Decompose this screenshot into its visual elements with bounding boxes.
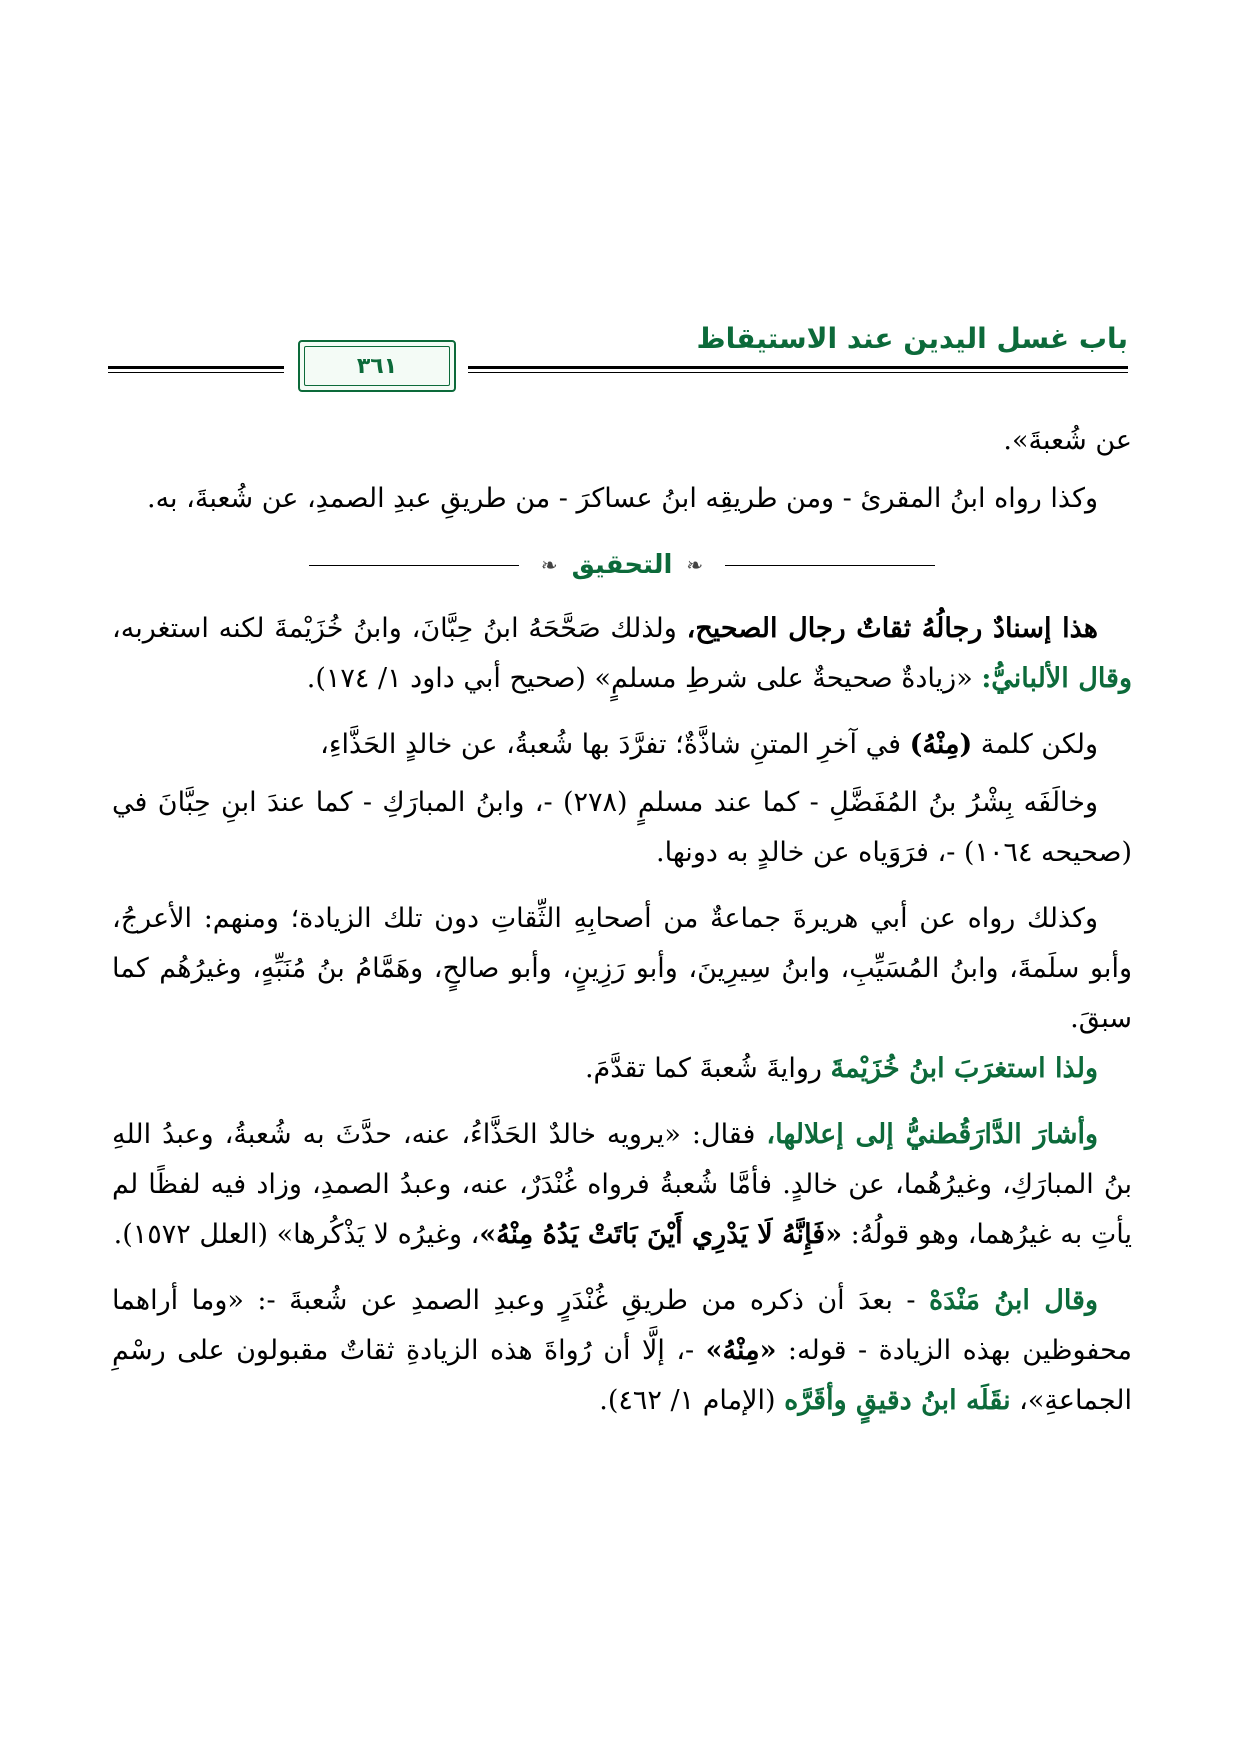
chapter-title: باب غسل اليدين عند الاستيقاظ xyxy=(696,322,1128,355)
paragraph xyxy=(112,1110,1132,1260)
page-number: ٣٦١ xyxy=(356,353,398,379)
text: «زيادةٌ صحيحةٌ على شرطِ مسلمٍ» (صحيح أبي داود ١/ ١٧٤). xyxy=(306,663,982,694)
paragraph: وكذلك رواه عن أبي هريرةَ جماعةٌ من أصحابِهِ الثِّقاتِ دون تلك الزيادة؛ ومنهم: الأعرجُ، وأبو سلَمةَ، وابنُ المُسَيِّبِ، وابنُ سِيرِينَ، وأبو رَزِينٍ، وأبو صالحٍ، وهَمَّامُ بنُ مُنَبِّهٍ، وغيرُهُم كما سبقَ. xyxy=(112,903,1132,1034)
text: روايةَ شُعبةَ كما تقدَّمَ. xyxy=(584,1053,831,1084)
highlight-text: ولذا استغرَبَ ابنُ خُزَيْمةَ xyxy=(830,1053,1098,1084)
paragraph: وكذا رواه ابنُ المقرئ - ومن طريقِه ابنُ عساكرَ - من طريقِ عبدِ الصمدِ، عن شُعبةَ، به. xyxy=(146,483,1098,514)
bold-text: «مِنْهُ» xyxy=(705,1335,777,1366)
highlight-text: وقال الألبانيُّ: xyxy=(981,663,1132,694)
highlight-text: وأشارَ الدَّارَقُطنيُّ إلى إعلالها، xyxy=(766,1119,1098,1150)
text: ولكن كلمة xyxy=(972,729,1098,760)
header-rule-right xyxy=(468,366,1128,373)
text: في آخرِ المتنِ شاذَّةٌ؛ تفرَّدَ بها شُعبةُ، عن خالدٍ الحَذَّاءِ، xyxy=(320,729,910,760)
paragraph xyxy=(112,720,1132,770)
text: فقال: «يرويه خالدٌ الحَذَّاءُ، عنه، حدَّثَ به شُعبةُ، وعبدُ اللهِ بنُ المبارَكِ، وغيرُهُما، عن خالدٍ. فأمَّا شُعبةُ فرواه غُنْدَرٌ، عنه، وعبدُ الصمدِ، وزاد فيه لفظًا لم يأتِ به غيرُهما، وهو قولُهُ: xyxy=(112,1119,1132,1250)
paragraph xyxy=(112,1044,1132,1094)
paragraph xyxy=(112,604,1132,704)
paragraph: عن شُعبةَ». xyxy=(1003,425,1132,456)
page-number-frame xyxy=(298,340,456,392)
paragraph: وخالَفَه بِشْرُ بنُ المُفَضَّلِ - كما عند مسلمٍ (٢٧٨) -، وابنُ المبارَكِ - كما عندَ ابنِ حِبَّانَ في (صحيحه ١٠٦٤) -، فرَوَياه عن خالدٍ به دونها. xyxy=(112,787,1132,868)
text: - بعدَ أن ذكره من طريقِ غُنْدَرٍ وعبدِ الصمدِ عن شُعبةَ -: «وما أراهما محفوظين بهذه الزيادة - قوله: xyxy=(112,1285,1132,1366)
ornament-icon: ❧ xyxy=(686,553,704,577)
bold-text: «فَإِنَّهُ لَا يَدْرِي أَيْنَ بَاتَتْ يَدُهُ مِنْهُ» xyxy=(479,1219,843,1250)
section-divider xyxy=(112,540,1132,590)
text: (الإمام ١/ ٤٦٢). xyxy=(599,1385,785,1416)
header-rule-left xyxy=(108,366,284,373)
divider-line-right xyxy=(725,565,935,566)
text: -، إلَّا أن رُواةَ هذه الزيادةِ ثقاتٌ مقبولون على رسْمِ الجماعةِ»، xyxy=(112,1335,1132,1416)
bold-text: هذا إسنادٌ رجالُهُ ثقاتٌ رجال الصحيح، xyxy=(686,613,1098,644)
main-text xyxy=(112,416,1132,1426)
section-title: التحقيق xyxy=(571,550,673,580)
highlight-text: نقَلَه ابنُ دقيقٍ وأقَرَّه xyxy=(784,1385,1011,1416)
text: ولذلك صَحَّحَهُ ابنُ حِبَّانَ، وابنُ خُزَيْمةَ لكنه استغربه، xyxy=(112,613,687,644)
page-header xyxy=(108,322,1128,392)
ornament-icon: ❧ xyxy=(540,553,558,577)
paragraph xyxy=(112,1276,1132,1426)
divider-line-left xyxy=(309,565,519,566)
bold-text: (مِنْهُ) xyxy=(909,729,973,760)
text: ، وغيرُه لا يَذْكُرها» (العلل ١٥٧٢). xyxy=(113,1219,480,1250)
highlight-text: وقال ابنُ مَنْدَهْ xyxy=(929,1285,1098,1316)
